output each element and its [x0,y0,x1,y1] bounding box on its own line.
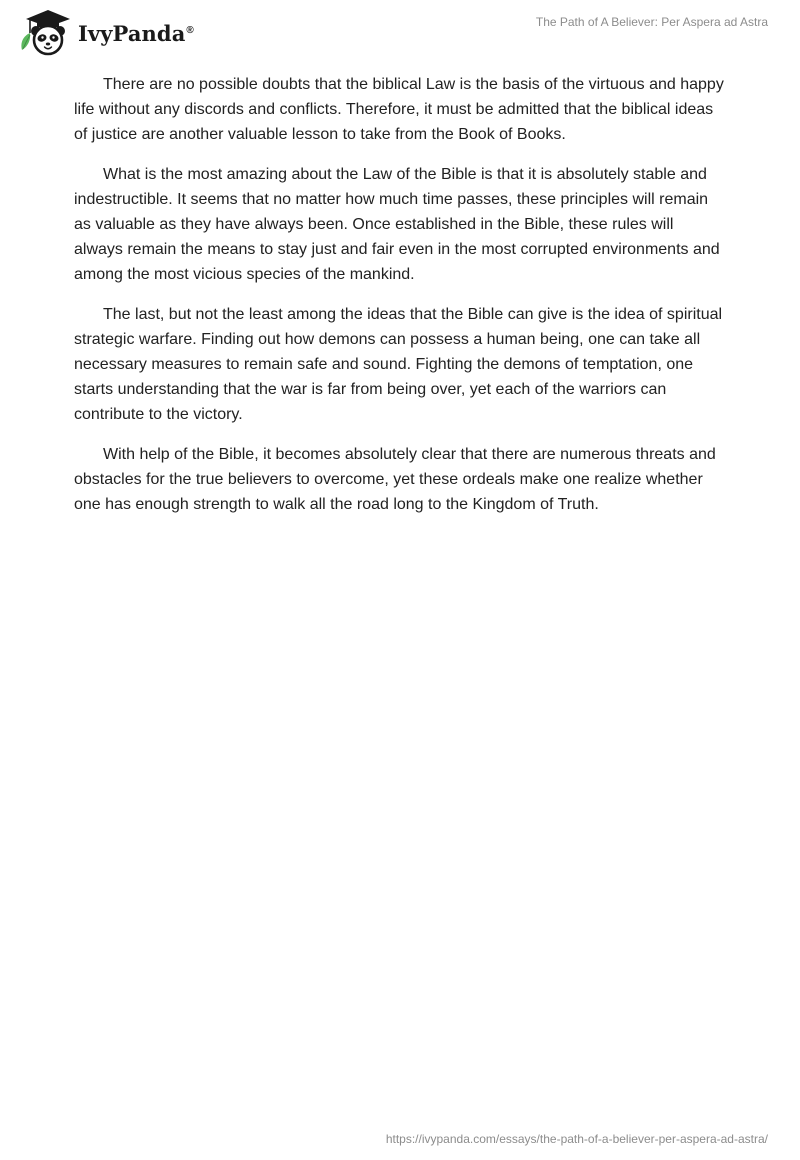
essay-body [74,72,724,532]
brand-name-text: IvyPanda [78,20,186,46]
paragraph: The last, but not the least among the ideas that the Bible can give is the idea of spiritual strategic warfare. Finding out how demons can possess a human being, one can take all necessary measures to remain safe and sound. Fighting the demons of temptation, one starts understanding that the war is far from being over, yet each of the warriors can contribute to the victory. [74,306,723,423]
registered-mark: ® [186,24,194,36]
brand-logo[interactable] [14,7,194,57]
paragraph: What is the most amazing about the Law of the Bible is that it is absolutely stable and indestructible. It seems that no matter how much time passes, these principles will remain as valuable as they have always been. Once established in the Bible, these rules will always remain the means to stay just and fair even in the most corrupted environments and among the most vicious species of the mankind. [74,166,720,283]
brand-name [78,21,194,46]
paragraph: There are no possible doubts that the biblical Law is the basis of the virtuous and happy life without any discords and conflicts. Therefore, it must be admitted that the biblical ideas of justice are another valuable lesson to take from the Book of Books. [74,76,724,143]
page-header [0,0,800,64]
panda-graduate-icon [14,7,76,57]
paragraph: With help of the Bible, it becomes absolutely clear that there are numerous threats and obstacles for the true believers to overcome, yet these ordeals make one realize whether one has enough strength to walk all the road long to the Kingdom of Truth. [74,446,716,513]
document-title: The Path of A Believer: Per Aspera ad Astra [535,15,768,29]
source-url[interactable]: https://ivypanda.com/essays/the-path-of-a-believer-per-aspera-ad-astra/ [385,1132,768,1146]
